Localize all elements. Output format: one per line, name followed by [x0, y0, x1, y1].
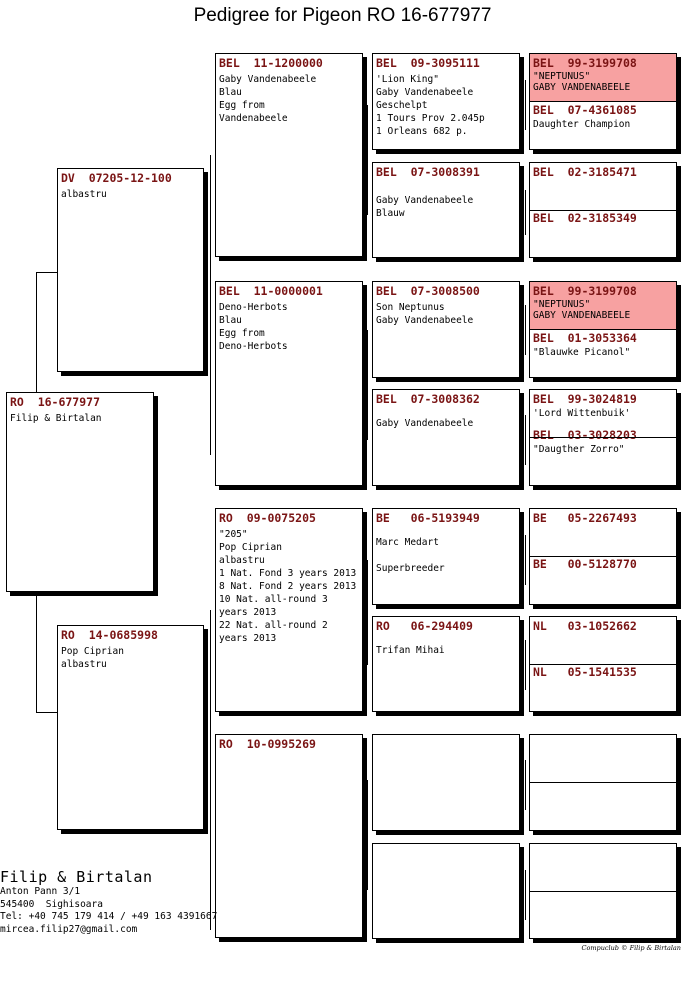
dam-sire-card: [215, 508, 363, 712]
ring-number: BEL 03-3028203: [533, 428, 637, 442]
owner-address-line: 545400 Sighisoara: [0, 898, 103, 910]
ring-number: BEL 01-3053364: [533, 331, 637, 345]
pigeon-info: [373, 846, 519, 850]
highlighted-entry: [530, 282, 676, 329]
owner-phone: Tel: +40 745 179 414 / +49 163 4391667: [0, 911, 218, 922]
sire-card: [57, 168, 204, 372]
pigeon-info: albastru: [61, 189, 107, 200]
ring-number: BEL 07-3008391: [376, 165, 480, 179]
dam-card: [57, 625, 204, 830]
sire-sire-card: [215, 53, 363, 257]
pigeon-info: Trifan Mihai: [376, 645, 445, 656]
subject-pigeon-card: [6, 392, 154, 592]
pigeon-info: "NEPTUNUS" GABY VANDENABEELE: [533, 71, 631, 93]
pigeon-info: "NEPTUNUS" GABY VANDENABEELE: [533, 299, 631, 321]
owner-email: mircea.filip27@gmail.com: [0, 923, 138, 935]
connector-line: [210, 155, 211, 455]
pigeon-info: "Daugther Zorro": [533, 444, 625, 455]
pigeon-info: Gaby Vandenabeele Blauw: [376, 195, 474, 219]
gen4-pair-card: [529, 389, 677, 486]
connector-line: [525, 535, 526, 585]
gen3-card: [372, 616, 520, 712]
connector-line: [367, 780, 368, 890]
ring-number: BEL 09-3095111: [376, 56, 480, 70]
ring-number: BEL 07-4361085: [533, 103, 637, 117]
pigeon-info: Filip & Birtalan: [10, 413, 102, 424]
pigeon-info: 'Lord Wittenbuik': [533, 408, 631, 419]
connector-line: [525, 870, 526, 920]
pigeon-info: Daughter Champion: [533, 119, 631, 130]
connector-line: [525, 415, 526, 465]
ring-number: NL 03-1052662: [533, 619, 637, 633]
ring-number: NL 05-1541535: [533, 665, 637, 679]
pigeon-info: [373, 737, 519, 741]
ring-number: RO 14-0685998: [61, 628, 158, 642]
pigeon-info: "205" Pop Ciprian albastru 1 Nat. Fond 3 years 2013 8 Nat. Fond 2 years 2013 10 Nat. all-round 3 years 2013 22 Nat. all-round 2 years 2013: [219, 529, 357, 644]
gen3-card: [372, 734, 520, 831]
owner-address-line: Anton Pann 3/1: [0, 886, 81, 897]
pigeon-info: Gaby Vandenabeele Blau Egg from Vandenabeele: [219, 74, 317, 124]
ring-number: RO 09-0075205: [219, 511, 316, 525]
divider: [530, 101, 676, 102]
ring-number: BEL 07-3008362: [376, 392, 480, 406]
ring-number: BEL 02-3185349: [533, 211, 637, 225]
pigeon-info: 'Lion King" Gaby Vandenabeele Geschelpt 1 Tours Prov 2.045p 1 Orleans 682 p.: [376, 74, 485, 137]
gen4-pair-card: [529, 734, 677, 831]
page-title: Pedigree for Pigeon RO 16-677977: [193, 5, 492, 26]
connector-line: [367, 560, 368, 665]
pigeon-info: Deno-Herbots Blau Egg from Deno-Herbots: [219, 302, 288, 352]
owner-contact-block: [0, 868, 217, 936]
gen4-pair-card: [529, 508, 677, 605]
gen3-card: [372, 389, 520, 486]
ring-number: BEL 11-1200000: [219, 56, 323, 70]
ring-number: RO 16-677977: [10, 395, 101, 409]
connector-line: [525, 190, 526, 235]
divider: [530, 782, 676, 783]
sire-dam-card: [215, 281, 363, 486]
ring-number: BEL 02-3185471: [533, 165, 637, 179]
ring-number: BEL 99-3199708: [533, 284, 637, 298]
ring-number: [530, 737, 676, 739]
ring-number: BE 05-2267493: [533, 511, 637, 525]
gen4-pair-card: [529, 281, 677, 378]
pigeon-info: Marc Medart Superbreeder: [376, 537, 445, 574]
pigeon-info: "Blauwke Picanol": [533, 347, 631, 358]
gen3-card: [372, 843, 520, 939]
gen4-pair-card: [529, 843, 677, 939]
ring-number: BEL 07-3008500: [376, 284, 480, 298]
highlighted-entry: [530, 54, 676, 101]
connector-line: [525, 305, 526, 355]
owner-name: Filip & Birtalan: [0, 868, 153, 886]
ring-number: BEL 99-3024819: [533, 392, 637, 406]
dam-dam-card: [215, 734, 363, 938]
gen3-card: [372, 508, 520, 605]
divider: [530, 210, 676, 211]
gen3-card: [372, 162, 520, 258]
gen4-pair-card: [529, 53, 677, 150]
ring-number: [530, 846, 676, 848]
divider: [530, 891, 676, 892]
divider: [530, 664, 676, 665]
ring-number: DV 07205-12-100: [61, 171, 172, 185]
connector-line: [525, 640, 526, 690]
gen4-pair-card: [529, 162, 677, 258]
connector-line: [367, 330, 368, 440]
pigeon-info: Gaby Vandenabeele: [376, 418, 474, 429]
divider: [530, 437, 676, 438]
divider: [530, 556, 676, 557]
ring-number: BE 00-5128770: [533, 557, 637, 571]
ring-number: BEL 11-0000001: [219, 284, 323, 298]
connector-line: [367, 105, 368, 215]
pigeon-info: Pop Ciprian albastru: [61, 646, 124, 670]
pigeon-info: [216, 752, 362, 756]
ring-number: BE 06-5193949: [376, 511, 480, 525]
ring-number: RO 06-294409: [376, 619, 473, 633]
divider: [530, 329, 676, 330]
ring-number: RO 10-0995269: [219, 737, 316, 751]
gen3-card: [372, 281, 520, 378]
pigeon-info: Son Neptunus Gaby Vandenabeele: [376, 302, 474, 326]
ring-number: BEL 99-3199708: [533, 56, 637, 70]
gen3-card: [372, 53, 520, 150]
gen4-pair-card: [529, 616, 677, 712]
connector-line: [525, 760, 526, 810]
connector-line: [525, 80, 526, 130]
footer-credit: Compuclub © Filip & Birtalan: [581, 944, 681, 952]
